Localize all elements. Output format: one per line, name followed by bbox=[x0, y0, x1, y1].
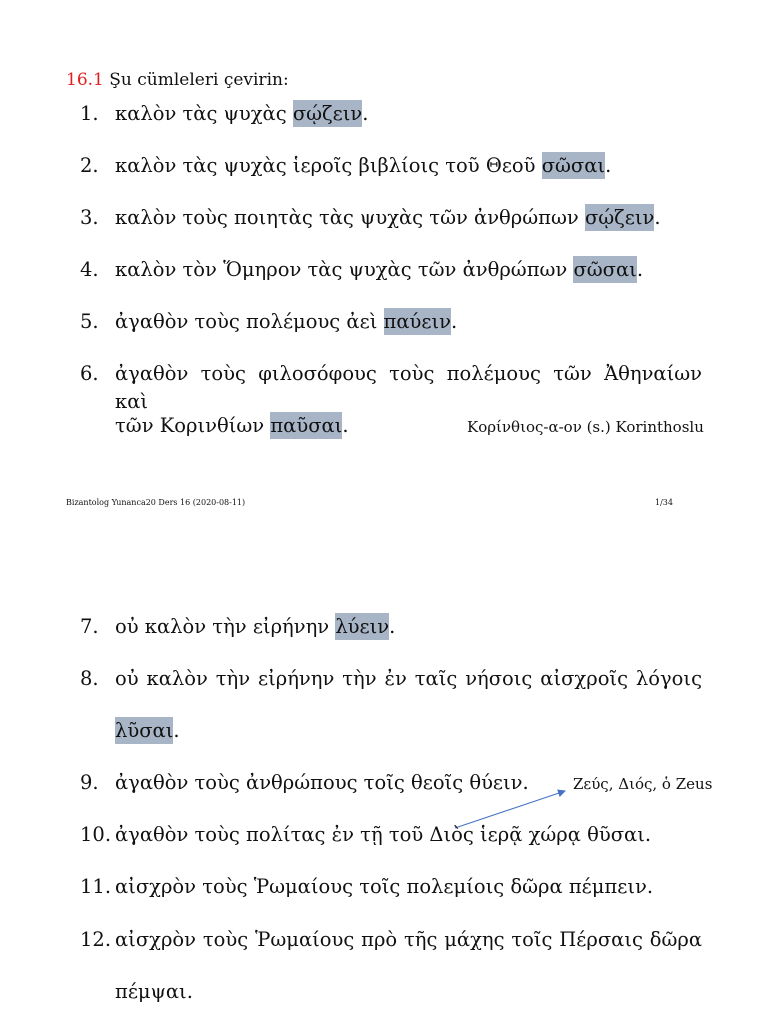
sentence-end: . bbox=[342, 414, 349, 437]
highlighted-verb: σῴζειν bbox=[292, 102, 363, 125]
sentence-text: αἰσχρὸν τοὺς Ῥωμαίους τοῖς πολεμίοις δῶρα πέμπειν. bbox=[115, 875, 654, 898]
exercise-instruction: Şu cümleleri çevirin: bbox=[103, 70, 289, 90]
gloss-note: Κορίνθιος-α-ον (s.) Korinthoslu bbox=[467, 418, 704, 436]
item-number: 11. bbox=[80, 875, 112, 898]
item-number: 1. bbox=[80, 102, 99, 125]
item-number: 4. bbox=[80, 258, 99, 281]
highlighted-verb: σῴζειν bbox=[584, 206, 655, 229]
zeus-note: Ζεύς, Διός, ὁ Zeus bbox=[573, 775, 713, 793]
highlighted-verb: λύειν bbox=[335, 615, 390, 638]
sentence-text: αἰσχρὸν τοὺς Ῥωμαίους πρὸ τῆς μάχης τοῖς Πέρσαις δῶρα bbox=[115, 928, 702, 951]
sentence-text: οὐ καλὸν τὴν εἰρήνην τὴν ἐν ταῖς νήσοις αἰσχροῖς λόγοις bbox=[115, 667, 702, 690]
sentence-end: . bbox=[636, 258, 644, 281]
sentence-text: πέμψαι. bbox=[115, 980, 193, 1003]
sentence-text: καλὸν τὰς ψυχὰς ἱεροῖς βιβλίοις τοῦ Θεοῦ bbox=[115, 154, 542, 177]
sentence-end: . bbox=[605, 154, 612, 177]
sentence-text: ἀγαθὸν τοὺς πολίτας ἐν τῇ τοῦ Διὸς ἱερᾷ χώρᾳ θῦσαι. bbox=[115, 823, 652, 846]
sentence-end: . bbox=[654, 206, 661, 229]
highlighted-verb: λῦσαι bbox=[115, 719, 174, 742]
footer-page-number: 1/34 bbox=[655, 498, 673, 507]
item-number: 12. bbox=[80, 928, 112, 951]
sentence-text: καλὸν τοὺς ποιητὰς τὰς ψυχὰς τῶν ἀνθρώπων bbox=[115, 206, 585, 229]
footer-title: Bizantolog Yunanca20 Ders 16 (2020-08-11) bbox=[66, 498, 246, 507]
item-number: 2. bbox=[80, 154, 99, 177]
exercise-heading bbox=[66, 70, 289, 90]
sentence-text: ἀγαθὸν τοὺς φιλοσόφους τοὺς πολέμους τῶν Ἀθηναίων καὶ bbox=[115, 362, 702, 413]
sentence-end: . bbox=[451, 310, 458, 333]
sentence-text: καλὸν τὸν Ὅμηρον τὰς ψυχὰς τῶν ἀνθρώπων bbox=[115, 258, 574, 281]
sentence-text: ἀγαθὸν τοὺς ἀνθρώπους τοῖς θεοῖς θύειν. bbox=[115, 771, 529, 794]
item-number: 6. bbox=[80, 362, 99, 385]
sentence-end: . bbox=[173, 719, 180, 742]
item-number: 8. bbox=[80, 667, 99, 690]
sentence-end: . bbox=[389, 615, 396, 638]
highlighted-verb: παῦσαι bbox=[270, 414, 343, 437]
exercise-number: 16.1 bbox=[66, 70, 104, 90]
sentence-text: καλὸν τὰς ψυχὰς bbox=[115, 102, 293, 125]
sentence-text: ἀγαθὸν τοὺς πολέμους ἀεὶ bbox=[115, 310, 384, 333]
item-number: 7. bbox=[80, 615, 99, 638]
sentence-end: . bbox=[362, 102, 369, 125]
page-2 bbox=[0, 520, 768, 1024]
sentence-text: τῶν Κορινθίων bbox=[115, 414, 271, 437]
sentence-text: οὐ καλὸν τὴν εἰρήνην bbox=[115, 615, 336, 638]
item-number: 3. bbox=[80, 206, 99, 229]
highlighted-verb: παύειν bbox=[383, 310, 451, 333]
highlighted-verb: σῶσαι bbox=[541, 154, 606, 177]
item-number: 10. bbox=[80, 823, 112, 846]
highlighted-verb: σῶσαι bbox=[573, 258, 637, 281]
item-number: 5. bbox=[80, 310, 99, 333]
item-number: 9. bbox=[80, 771, 99, 794]
